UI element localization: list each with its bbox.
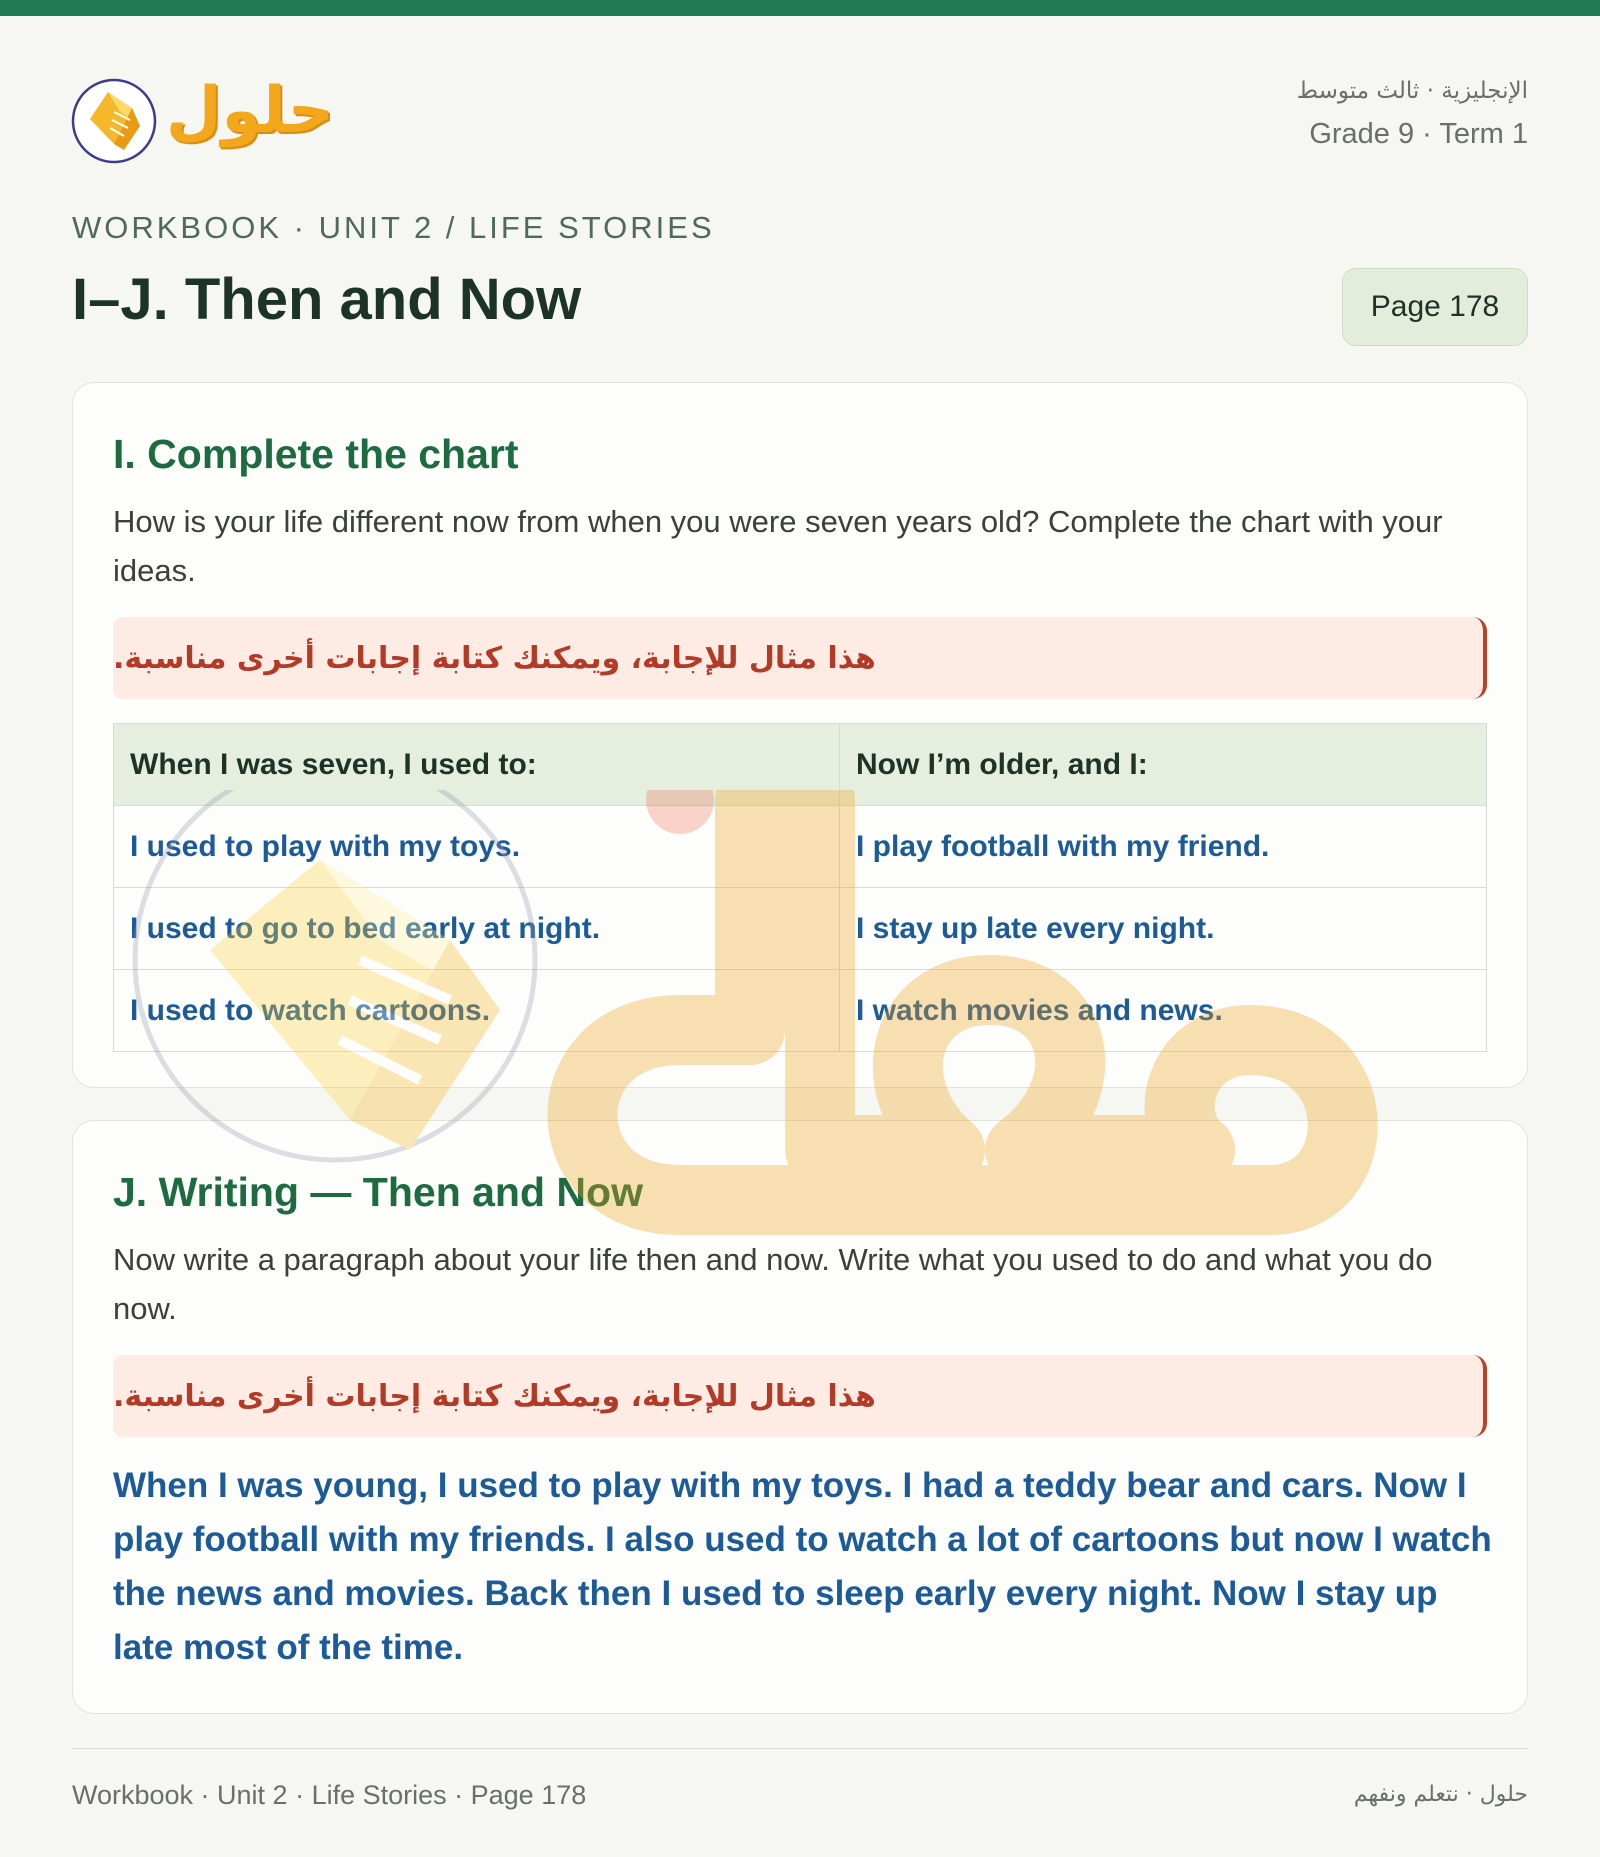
chart-cell-now: I watch movies and news.	[840, 970, 1487, 1052]
section-i-instruction: How is your life different now from when you were seven years old? Complete the chart with your ideas.	[113, 504, 1443, 588]
table-row	[114, 888, 1487, 970]
grade-term: Grade 9 · Term 1	[1309, 118, 1528, 150]
chart-cell-then: I used to play with my toys.	[114, 806, 840, 888]
chart-header-now: Now I’m older, and I:	[840, 724, 1487, 806]
breadcrumb: WORKBOOK · UNIT 2 / LIFE STORIES	[72, 210, 715, 245]
subject-grade-arabic: الإنجليزية · ثالث متوسط	[1296, 78, 1528, 104]
chart-cell-now: I play football with my friend.	[840, 806, 1487, 888]
section-i-card	[72, 382, 1528, 1088]
section-i-example-note: هذا مثال للإجابة، ويمكنك كتابة إجابات أخرى مناسبة.	[113, 617, 1487, 699]
chart-cell-then: I used to go to bed early at night.	[114, 888, 840, 970]
page-number-badge: Page 178	[1342, 268, 1528, 346]
then-now-chart	[113, 723, 1487, 1052]
table-row	[114, 806, 1487, 888]
footer-divider	[72, 1748, 1528, 1749]
brand-logo	[70, 64, 350, 174]
section-j-example-note: هذا مثال للإجابة، ويمكنك كتابة إجابات أخرى مناسبة.	[113, 1355, 1487, 1437]
section-i-heading: I. Complete the chart	[113, 431, 519, 477]
chart-cell-then: I used to watch cartoons.	[114, 970, 840, 1052]
table-row	[114, 970, 1487, 1052]
course-meta	[1297, 78, 1528, 151]
chart-header-then: When I was seven, I used to:	[114, 724, 840, 806]
page-title: I–J. Then and Now	[72, 267, 582, 332]
section-j-card	[72, 1120, 1528, 1714]
footer-tagline: حلول · نتعلم ونفهم	[1353, 1782, 1528, 1807]
chart-cell-now: I stay up late every night.	[840, 888, 1487, 970]
model-answer-paragraph: When I was young, I used to play with my toys. I had a teddy bear and cars. Now I play football with my friends. I also used to watch a lot of cartoons but now I watch the news and movies. Back then I used to sleep early every night. Now I stay up late most of the time.	[113, 1466, 1492, 1667]
top-accent-bar	[0, 0, 1600, 16]
chart-header-row	[114, 724, 1487, 806]
footer-source: Workbook · Unit 2 · Life Stories · Page 178	[72, 1780, 587, 1810]
section-j-instruction: Now write a paragraph about your life then and now. Write what you used to do and what you do now.	[113, 1242, 1433, 1326]
brand-logo-text: حلول	[166, 74, 334, 148]
section-j-heading: J. Writing — Then and Now	[113, 1169, 643, 1215]
